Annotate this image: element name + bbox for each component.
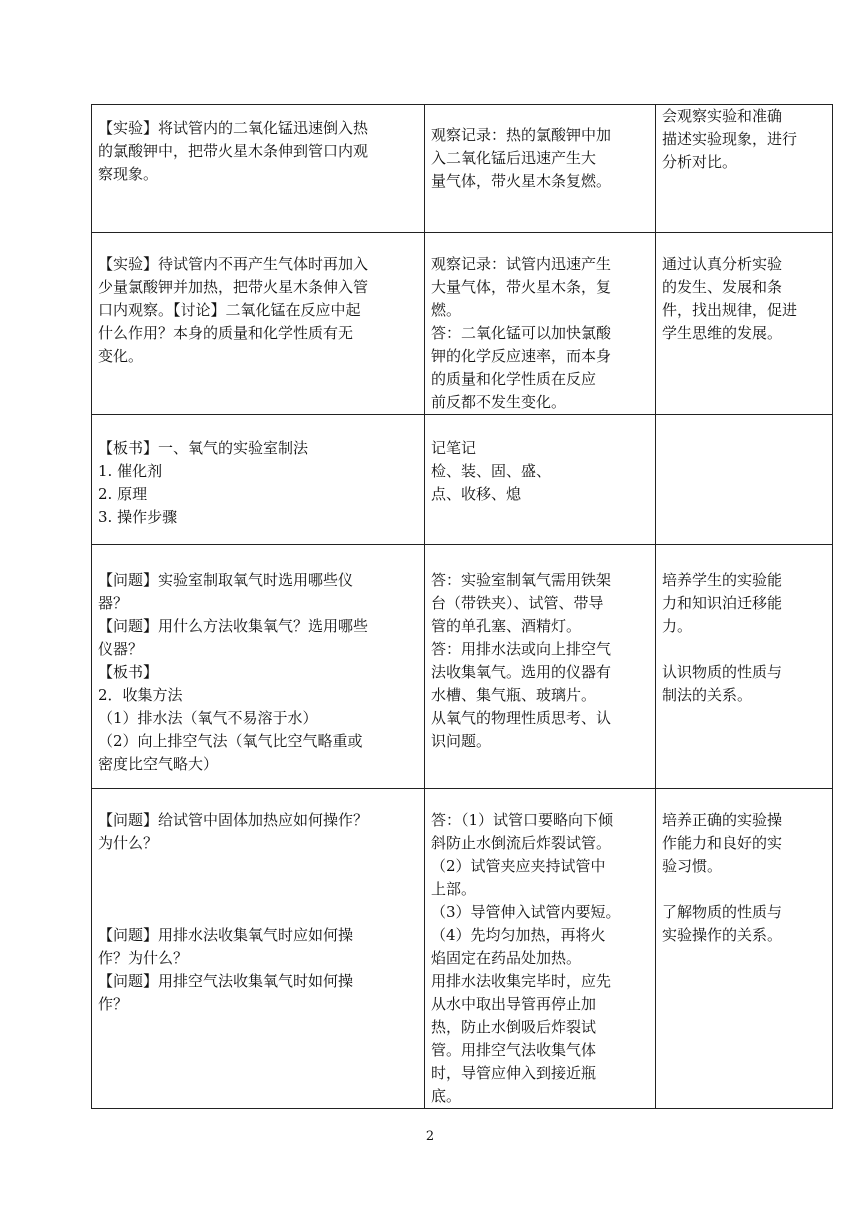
cell-text-line: 记笔记: [431, 439, 477, 457]
cell-text-line: [98, 878, 418, 901]
cell-text-line: [98, 855, 418, 878]
cell-text-line: 管的单孔塞、酒精灯。: [431, 617, 582, 635]
cell-text-line: 分析对比。: [662, 153, 738, 171]
cell-text-line: 力。: [662, 617, 693, 635]
lesson-plan-table: [91, 104, 833, 1109]
cell-text-line: 【问题】用排水法收集氧气时应如何操: [98, 926, 354, 944]
cell-text-line: 1. 催化剂: [98, 462, 163, 480]
cell-text-line: 认识物质的性质与: [662, 663, 783, 681]
cell-text-line: 水槽、集气瓶、玻璃片。: [431, 686, 597, 704]
design-intent-cell: [656, 545, 833, 789]
cell-text-line: 斜防止水倒流后炸裂试管。: [431, 834, 612, 852]
cell-text-line: 学生思维的发展。: [662, 324, 783, 342]
student-activity-cell: [425, 545, 656, 789]
cell-text-line: （1）排水法（氧气不易溶于水）: [98, 709, 318, 727]
cell-text-line: 观察记录：热的氯酸钾中加: [431, 126, 612, 144]
cell-text-line: 答：（1）试管口要略向下倾: [431, 811, 614, 829]
table-row: [92, 789, 833, 1109]
cell-text-line: 2. 原理: [98, 485, 148, 503]
cell-text-line: 培养学生的实验能: [662, 571, 783, 589]
cell-text-line: （2）向上排空气法（氧气比空气略重或: [98, 732, 363, 750]
cell-text-line: 识问题。: [431, 732, 492, 750]
cell-text-line: 用排水法收集完毕时，应先: [431, 972, 612, 990]
cell-text-line: 【问题】实验室制取氧气时选用哪些仪: [98, 571, 354, 589]
cell-text-line: 热，防止水倒吸后炸裂试: [431, 1018, 597, 1036]
student-activity-cell: [425, 233, 656, 415]
cell-text-line: 仪器？: [98, 640, 144, 658]
cell-text-line: 通过认真分析实验: [662, 255, 783, 273]
cell-text-line: 【实验】待试管内不再产生气体时再加入: [98, 255, 369, 273]
teacher-activity-cell: [92, 415, 425, 545]
cell-text-line: 少量氯酸钾并加热，把带火星木条伸入管: [98, 278, 369, 296]
teacher-activity-cell: [92, 789, 425, 1109]
cell-text-line: 量气体，带火星木条复燃。: [431, 172, 612, 190]
cell-text-line: 管。用排空气法收集气体: [431, 1041, 597, 1059]
cell-text-line: 前反都不发生变化。: [431, 393, 567, 411]
cell-text-line: 培养正确的实验操: [662, 811, 783, 829]
cell-text-line: 实验操作的关系。: [662, 926, 783, 944]
cell-text-line: 检、装、固、盛、: [431, 462, 552, 480]
table-row: [92, 105, 833, 233]
table-row: [92, 415, 833, 545]
table-row: [92, 233, 833, 415]
cell-text-line: 描述实验现象，进行: [662, 130, 798, 148]
cell-text-line: 【实验】将试管内的二氧化锰迅速倒入热: [98, 119, 369, 137]
cell-text-line: 件，找出规律，促进: [662, 301, 798, 319]
cell-text-line: 密度比空气略大）: [98, 755, 219, 773]
cell-text-line: 【板书】: [98, 663, 159, 681]
cell-text-line: 作？: [98, 995, 129, 1013]
cell-text-line: （2）试管夹应夹持试管中: [431, 857, 606, 875]
cell-text-line: 的氯酸钾中，把带火星木条伸到管口内观: [98, 142, 369, 160]
page-number: 2: [425, 1129, 435, 1144]
cell-text-line: 作？为什么？: [98, 949, 189, 967]
cell-text-line: 焰固定在药品处加热。: [431, 949, 582, 967]
design-intent-cell: [656, 415, 833, 545]
cell-text-line: 时，导管应伸入到接近瓶: [431, 1064, 597, 1082]
cell-text-line: 台（带铁夹）、试管、带导: [431, 594, 604, 612]
cell-text-line: 法收集氧气。选用的仪器有: [431, 663, 612, 681]
cell-text-line: 变化。: [98, 347, 144, 365]
cell-text-line: 大量气体，带火星木条，复: [431, 278, 612, 296]
cell-text-line: 察现象。: [98, 165, 159, 183]
cell-text-line: 【板书】一、氧气的实验室制法: [98, 439, 309, 457]
cell-text-line: 为什么？: [98, 834, 159, 852]
cell-text-line: 从氧气的物理性质思考、认: [431, 709, 612, 727]
cell-text-line: 上部。: [431, 880, 477, 898]
cell-text-line: 什么作用？本身的质量和化学性质有无: [98, 324, 354, 342]
cell-text-line: 燃。: [431, 301, 462, 319]
cell-text-line: 2．收集方法: [98, 686, 183, 704]
cell-text-line: （4）先均匀加热，再将火: [431, 926, 606, 944]
student-activity-cell: [425, 789, 656, 1109]
cell-text-line: 会观察实验和准确: [662, 107, 783, 125]
cell-text-line: 观察记录：试管内迅速产生: [431, 255, 612, 273]
cell-text-line: （3）导管伸入试管内要短。: [431, 903, 621, 921]
cell-text-line: [662, 638, 826, 661]
teacher-activity-cell: [92, 233, 425, 415]
cell-text-line: 的质量和化学性质在反应: [431, 370, 597, 388]
cell-text-line: 【问题】用排空气法收集氧气时如何操: [98, 972, 354, 990]
cell-text-line: 点、收移、熄: [431, 485, 522, 503]
cell-text-line: 验习惯。: [662, 857, 723, 875]
teacher-activity-cell: [92, 545, 425, 789]
table-row: [92, 545, 833, 789]
cell-text-line: 制法的关系。: [662, 686, 753, 704]
design-intent-cell: [656, 789, 833, 1109]
design-intent-cell: [656, 105, 833, 233]
cell-text-line: 力和知识泊迁移能: [662, 594, 783, 612]
cell-text-line: [98, 901, 418, 924]
cell-text-line: 3. 操作步骤: [98, 508, 178, 526]
cell-text-line: 作能力和良好的实: [662, 834, 783, 852]
cell-text-line: 口内观察。【讨论】二氧化锰在反应中起: [98, 301, 361, 319]
cell-text-line: 器？: [98, 594, 129, 612]
cell-text-line: 了解物质的性质与: [662, 903, 783, 921]
cell-text-line: 入二氧化锰后迅速产生大: [431, 149, 597, 167]
cell-text-line: 【问题】用什么方法收集氧气？选用哪些: [98, 617, 369, 635]
design-intent-cell: [656, 233, 833, 415]
cell-text-line: 从水中取出导管再停止加: [431, 995, 597, 1013]
student-activity-cell: [425, 415, 656, 545]
cell-text-line: 答：二氧化锰可以加快氯酸: [431, 324, 612, 342]
cell-text-line: 钾的化学反应速率，而本身: [431, 347, 612, 365]
cell-text-line: 答：实验室制氧气需用铁架: [431, 571, 612, 589]
cell-text-line: 答：用排水法或向上排空气: [431, 640, 612, 658]
cell-text-line: 【问题】给试管中固体加热应如何操作？: [98, 811, 369, 829]
teacher-activity-cell: [92, 105, 425, 233]
cell-text-line: 的发生、发展和条: [662, 278, 783, 296]
cell-text-line: 底。: [431, 1087, 462, 1105]
cell-text-line: [662, 878, 826, 901]
student-activity-cell: [425, 105, 656, 233]
